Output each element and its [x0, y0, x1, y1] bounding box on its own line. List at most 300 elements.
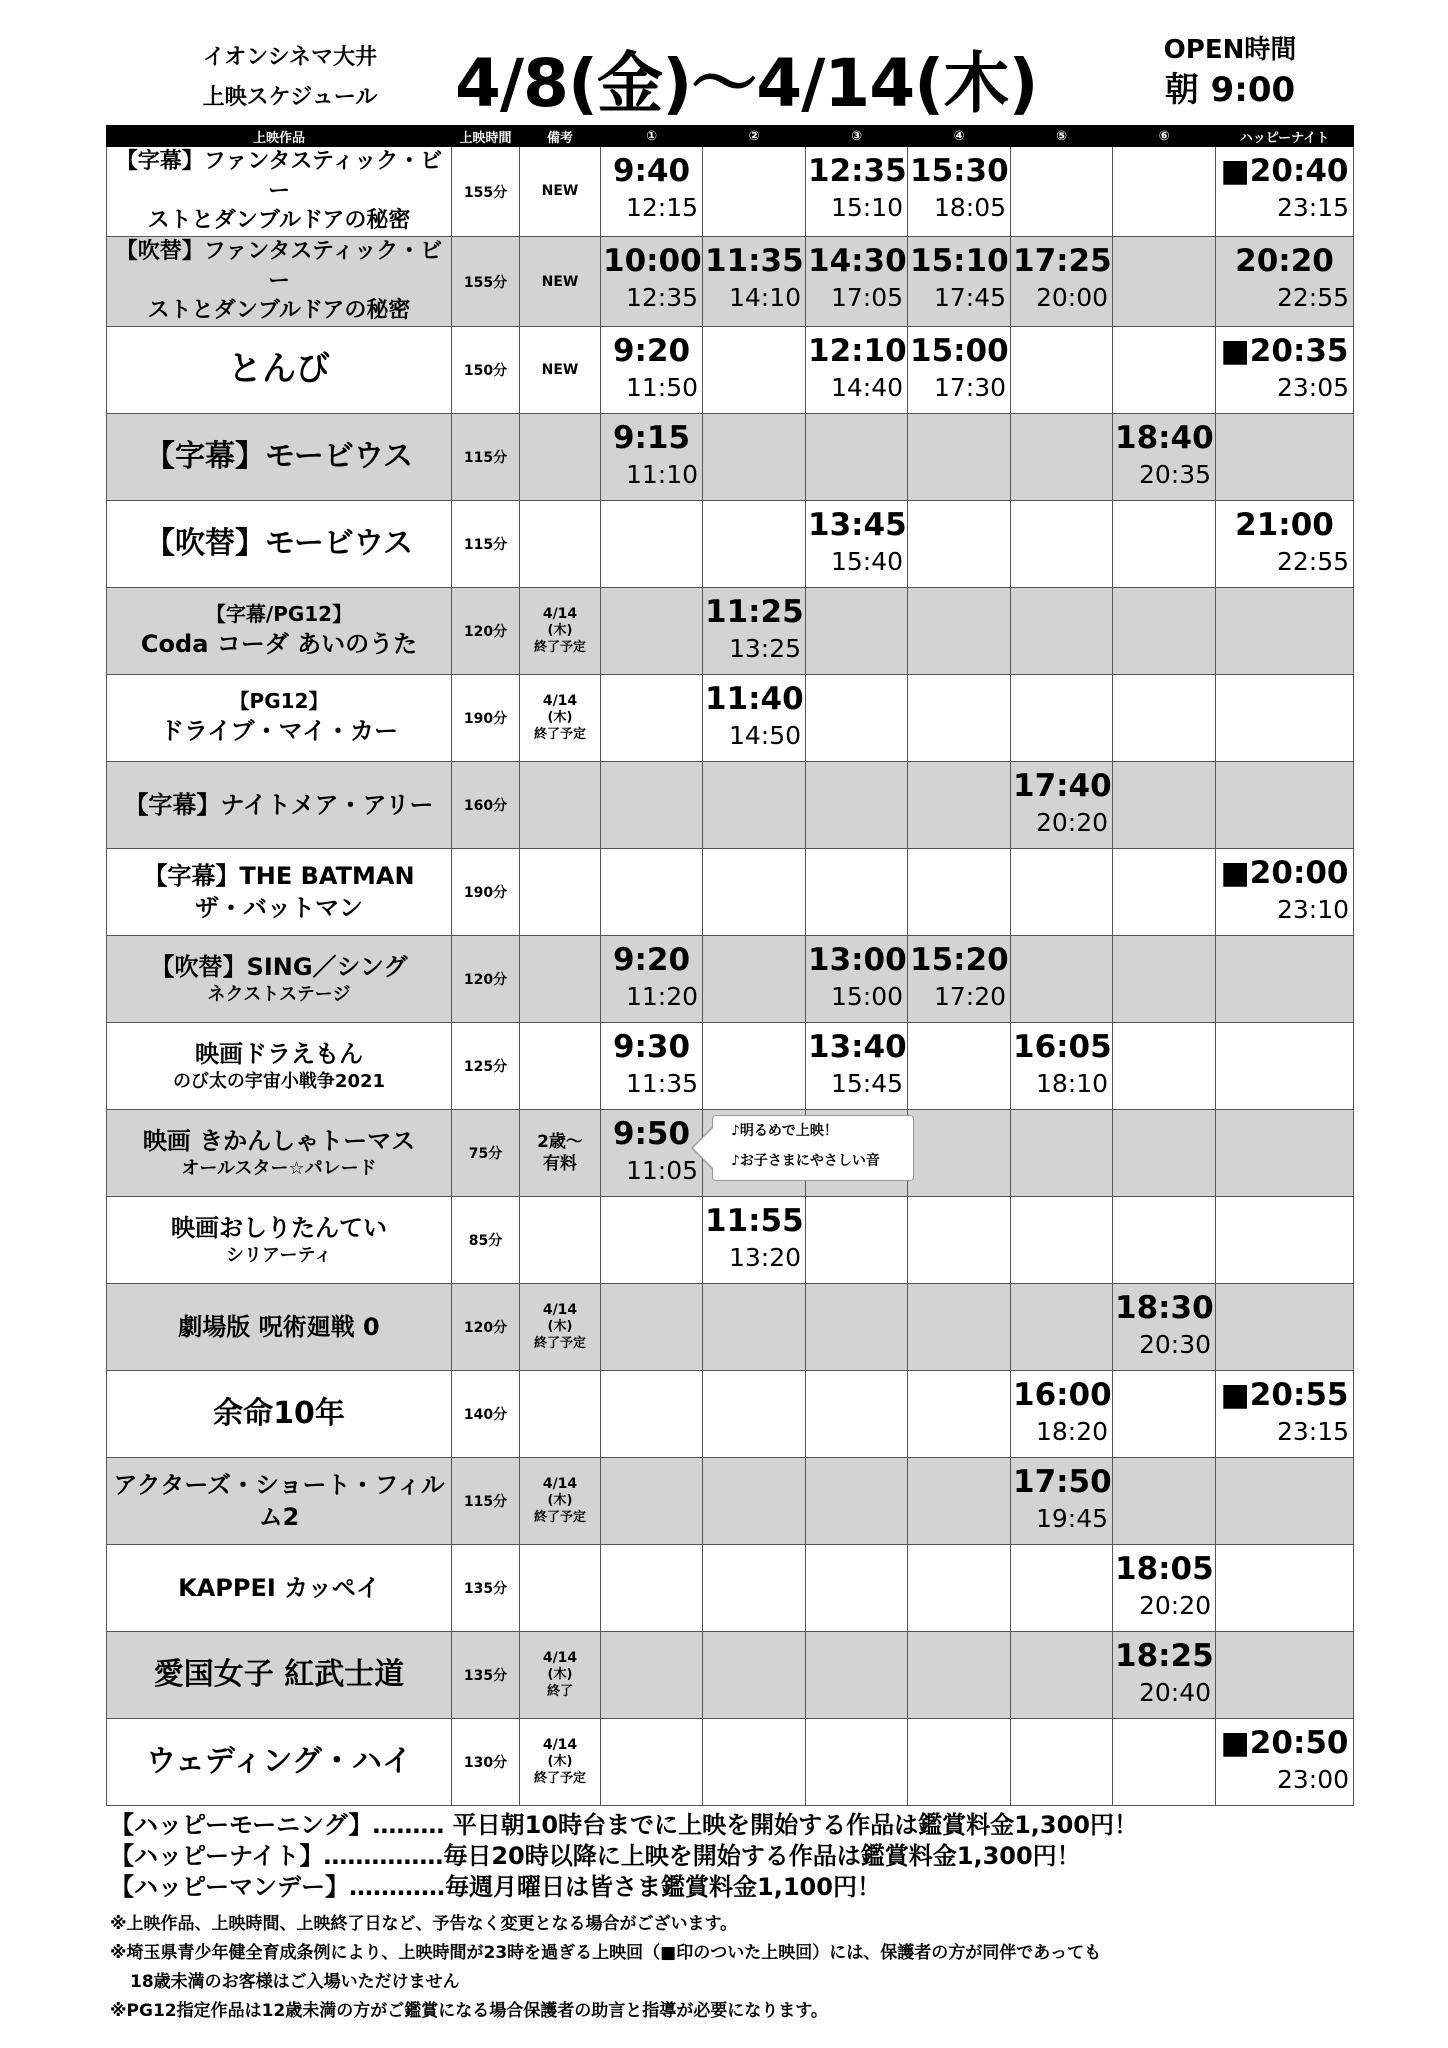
- note: [520, 147, 601, 237]
- showtime-cell: [601, 1023, 703, 1110]
- showtime-cell: [601, 936, 703, 1023]
- end-time: 13:20: [728, 1243, 801, 1273]
- showtime-cell: [601, 675, 703, 762]
- showtime-cell: [806, 414, 908, 501]
- showtime-cell: [1011, 1458, 1113, 1545]
- table-row: [107, 501, 1354, 588]
- note: [520, 849, 601, 936]
- end-time: 14:50: [728, 721, 801, 751]
- showtime-cell: [601, 762, 703, 849]
- start-time: 18:25: [1115, 1638, 1214, 1675]
- column-header: ハッピーナイト: [1216, 126, 1354, 147]
- note: [520, 1632, 601, 1719]
- runtime: 130分: [452, 1719, 520, 1806]
- showtime-cell: [908, 1197, 1011, 1284]
- movie-title-line: オールスター☆パレード: [181, 1158, 377, 1180]
- movie-title-line: 余命10年: [213, 1395, 345, 1431]
- start-time: 9:20: [612, 333, 691, 370]
- showtime-cell: [1113, 1719, 1216, 1806]
- showtime-cell: [806, 327, 908, 414]
- movie-title: [107, 1632, 452, 1719]
- showtime-cell: [1113, 1632, 1216, 1719]
- showtime-cell: [1011, 237, 1113, 327]
- movie-title: [107, 936, 452, 1023]
- movie-title: [107, 1545, 452, 1632]
- showtime-cell: [1113, 147, 1216, 237]
- showtime-cell: [1113, 849, 1216, 936]
- runtime: 155分: [452, 237, 520, 327]
- note: [520, 675, 601, 762]
- showtime-cell: [1011, 1371, 1113, 1458]
- runtime: 115分: [452, 501, 520, 588]
- start-time: ■20:40: [1220, 153, 1349, 189]
- showtime-cell: [908, 762, 1011, 849]
- showtime-cell: [601, 849, 703, 936]
- start-time: 9:20: [612, 942, 691, 979]
- showtime-cell: [806, 1023, 908, 1110]
- start-time: 13:45: [808, 507, 907, 544]
- discount-line: 【ハッピーモーニング】……… 平日朝10時台までに上映を開始する作品は鑑賞料金1,300円！: [110, 1811, 1138, 1839]
- runtime: 155分: [452, 147, 520, 237]
- showtime-cell: [806, 675, 908, 762]
- callout-line: ♪明るめで上映！: [731, 1123, 838, 1139]
- showtime-cell: [806, 1632, 908, 1719]
- end-time: 12:15: [625, 193, 698, 222]
- movie-title-line: 【字幕】THE BATMAN: [143, 861, 415, 890]
- showtime-cell: [1216, 237, 1354, 327]
- showtime-cell: [908, 849, 1011, 936]
- note-line: 4/14: [542, 693, 578, 710]
- showtime-cell: [908, 237, 1011, 327]
- schedule-table: [106, 125, 1354, 1806]
- movie-title-line: シリアーティ: [225, 1245, 333, 1267]
- end-time: 18:05: [933, 193, 1006, 222]
- movie-title: [107, 1110, 452, 1197]
- showtime-cell: [806, 936, 908, 1023]
- note-line: 4/14: [542, 606, 578, 623]
- showtime-cell: [1113, 588, 1216, 675]
- showtime-cell: [703, 1719, 806, 1806]
- showtime-cell: [601, 501, 703, 588]
- table-row: [107, 414, 1354, 501]
- showtime-cell: [908, 936, 1011, 1023]
- start-time: 17:25: [1013, 243, 1112, 280]
- end-time: 17:20: [933, 982, 1006, 1012]
- table-row: [107, 1023, 1354, 1110]
- open-label: OPEN時間: [1163, 35, 1297, 65]
- showtime-cell: [1113, 675, 1216, 762]
- showtime-cell: [908, 414, 1011, 501]
- end-time: 15:10: [830, 193, 903, 222]
- note-line: NEW: [541, 273, 579, 290]
- runtime: 125分: [452, 1023, 520, 1110]
- start-time: 15:20: [910, 942, 1009, 979]
- column-header: ①: [601, 126, 703, 147]
- movie-title-line: ザ・バットマン: [195, 894, 363, 923]
- showtime-cell: [703, 501, 806, 588]
- showtime-cell: [1216, 414, 1354, 501]
- movie-title-line: 【字幕】ナイトメア・アリー: [124, 790, 434, 819]
- showtime-cell: [703, 414, 806, 501]
- movie-title: [107, 414, 452, 501]
- start-time: 15:30: [910, 153, 1009, 189]
- end-time: 22:55: [1276, 547, 1349, 577]
- showtime-cell: [1216, 327, 1354, 414]
- table-row: [107, 1545, 1354, 1632]
- table-row: [107, 936, 1354, 1023]
- showtime-cell: [908, 147, 1011, 237]
- showtime-cell: [806, 1458, 908, 1545]
- movie-title-line: 【字幕/PG12】: [205, 602, 353, 627]
- runtime: 135分: [452, 1545, 520, 1632]
- showtime-cell: [908, 1458, 1011, 1545]
- showtime-cell: [1216, 1023, 1354, 1110]
- end-time: 11:10: [625, 460, 698, 490]
- note: [520, 588, 601, 675]
- column-header: 上映作品: [107, 126, 452, 147]
- discount-line: 【ハッピーナイト】……………毎日20時以降に上映を開始する作品は鑑賞料金1,300円！: [110, 1842, 1081, 1870]
- column-header: 上映時間: [452, 126, 520, 147]
- start-time: 14:30: [808, 243, 907, 280]
- start-time: 20:20: [1235, 243, 1334, 280]
- showtime-cell: [908, 588, 1011, 675]
- showtime-cell: [806, 1197, 908, 1284]
- end-time: 23:15: [1276, 1417, 1349, 1447]
- note-line: 4/14: [542, 1737, 578, 1754]
- showtime-cell: [703, 1197, 806, 1284]
- note-line: 終了予定: [533, 1771, 586, 1787]
- showtime-cell: [1216, 588, 1354, 675]
- end-time: 20:20: [1035, 808, 1108, 838]
- note-line: 終了: [546, 1684, 573, 1700]
- movie-title-line: ウェディング・ハイ: [146, 1743, 412, 1779]
- showtime-cell: [1011, 1197, 1113, 1284]
- start-time: 16:00: [1013, 1377, 1112, 1414]
- start-time: 9:50: [612, 1116, 691, 1153]
- showtime-cell: [1216, 1110, 1354, 1197]
- movie-title-line: 映画ドラえもん: [195, 1039, 363, 1068]
- showtime-cell: [806, 1545, 908, 1632]
- showtime-cell: [908, 1545, 1011, 1632]
- column-header: ⑤: [1011, 126, 1113, 147]
- start-time: 11:35: [705, 243, 804, 280]
- showtime-cell: [1011, 588, 1113, 675]
- showtime-cell: [1011, 1110, 1113, 1197]
- showtime-cell: [1011, 762, 1113, 849]
- showtime-cell: [1113, 237, 1216, 327]
- movie-title-line: とんび: [228, 349, 330, 390]
- note-line: 4/14: [542, 1302, 578, 1319]
- movie-title: [107, 1371, 452, 1458]
- showtime-cell: [601, 1371, 703, 1458]
- showtime-cell: [806, 501, 908, 588]
- start-time: 15:00: [910, 333, 1009, 370]
- runtime: 120分: [452, 1284, 520, 1371]
- showtime-cell: [601, 588, 703, 675]
- table-row: [107, 1197, 1354, 1284]
- movie-title-line: 【吹替】モービウス: [145, 525, 413, 561]
- sound-info-callout: [712, 1115, 914, 1181]
- start-time: ■20:00: [1220, 855, 1349, 892]
- note-line: 終了予定: [533, 1336, 586, 1352]
- showtime-cell: [806, 1284, 908, 1371]
- showtime-cell: [1011, 1545, 1113, 1632]
- showtime-cell: [806, 762, 908, 849]
- end-time: 18:20: [1035, 1417, 1108, 1447]
- table-row: [107, 675, 1354, 762]
- showtime-cell: [1216, 675, 1354, 762]
- end-time: 23:15: [1276, 193, 1349, 222]
- runtime: 190分: [452, 849, 520, 936]
- movie-title-line: アクターズ・ショート・フィルム2: [113, 1470, 445, 1532]
- end-time: 17:05: [830, 283, 903, 313]
- showtime-cell: [703, 1632, 806, 1719]
- movie-title-line: 【字幕】モービウス: [145, 438, 413, 474]
- runtime: 85分: [452, 1197, 520, 1284]
- runtime: 150分: [452, 327, 520, 414]
- notice-line: ※上映作品、上映時間、上映終了日など、予告なく変更となる場合がございます。: [110, 1914, 738, 1934]
- showtime-cell: [1216, 1197, 1354, 1284]
- showtime-cell: [1216, 762, 1354, 849]
- movie-title-line: のび太の宇宙小戦争2021: [172, 1071, 386, 1093]
- showtime-cell: [908, 1632, 1011, 1719]
- showtime-cell: [1113, 1371, 1216, 1458]
- end-time: 17:30: [933, 373, 1006, 403]
- end-time: 11:50: [625, 373, 698, 403]
- end-time: 18:10: [1035, 1069, 1108, 1099]
- showtime-cell: [806, 1371, 908, 1458]
- notices: [110, 1910, 1101, 2026]
- runtime: 75分: [452, 1110, 520, 1197]
- column-header: ⑥: [1113, 126, 1216, 147]
- showtime-cell: [703, 849, 806, 936]
- start-time: 11:25: [705, 594, 804, 631]
- showtime-cell: [1216, 936, 1354, 1023]
- table-row: [107, 237, 1354, 327]
- end-time: 23:05: [1276, 373, 1349, 403]
- movie-title-line: ストとダンブルドアの秘密: [147, 208, 411, 234]
- note-line: (木): [547, 1667, 573, 1683]
- showtime-cell: [908, 501, 1011, 588]
- runtime: 135分: [452, 1632, 520, 1719]
- showtime-cell: [601, 1197, 703, 1284]
- showtime-cell: [908, 327, 1011, 414]
- movie-title-line: Coda コーダ あいのうた: [140, 630, 418, 659]
- movie-title: [107, 762, 452, 849]
- showtime-cell: [1216, 1284, 1354, 1371]
- movie-title: [107, 1023, 452, 1110]
- showtime-cell: [601, 327, 703, 414]
- movie-title-line: KAPPEI カッペイ: [178, 1573, 380, 1602]
- end-time: 20:30: [1138, 1330, 1211, 1360]
- column-header: ②: [703, 126, 806, 147]
- runtime: 190分: [452, 675, 520, 762]
- showtime-cell: [703, 1371, 806, 1458]
- movie-title-line: ストとダンブルドアの秘密: [147, 298, 411, 324]
- showtime-cell: [1216, 147, 1354, 237]
- start-time: 13:40: [808, 1029, 907, 1066]
- end-time: 17:45: [933, 283, 1006, 313]
- movie-title: [107, 1284, 452, 1371]
- notice-line: 18歳未満のお客様はご入場いただけません: [130, 1972, 460, 1992]
- movie-title: [107, 1458, 452, 1545]
- showtime-cell: [601, 147, 703, 237]
- movie-title: [107, 588, 452, 675]
- start-time: 21:00: [1235, 507, 1334, 544]
- movie-title-line: 愛国女子 紅武士道: [153, 1656, 405, 1692]
- end-time: 20:40: [1138, 1678, 1211, 1708]
- end-time: 14:10: [728, 283, 801, 313]
- table-row: [107, 588, 1354, 675]
- column-header: ④: [908, 126, 1011, 147]
- movie-title: [107, 675, 452, 762]
- start-time: 9:15: [612, 420, 691, 457]
- movie-title-line: 【吹替】SING／シング: [150, 952, 408, 981]
- schedule-subtitle: 上映スケジュール: [202, 85, 378, 110]
- runtime: 140分: [452, 1371, 520, 1458]
- table-row: [107, 849, 1354, 936]
- end-time: 15:40: [830, 547, 903, 577]
- showtime-cell: [703, 675, 806, 762]
- table-header-row: [107, 126, 1354, 147]
- movie-title-line: 劇場版 呪術廻戦 0: [178, 1312, 380, 1341]
- start-time: ■20:50: [1220, 1725, 1349, 1762]
- end-time: 20:00: [1035, 283, 1108, 313]
- note: [520, 501, 601, 588]
- movie-title-line: 【PG12】: [229, 689, 329, 714]
- showtime-cell: [703, 1545, 806, 1632]
- showtime-cell: [601, 237, 703, 327]
- showtime-cell: [1113, 936, 1216, 1023]
- note: [520, 936, 601, 1023]
- end-time: 11:05: [625, 1156, 698, 1186]
- showtime-cell: [1011, 1719, 1113, 1806]
- note: [520, 1110, 601, 1197]
- showtime-cell: [1011, 1632, 1113, 1719]
- note: [520, 414, 601, 501]
- start-time: 11:40: [705, 681, 804, 718]
- showtime-cell: [703, 1023, 806, 1110]
- runtime: 160分: [452, 762, 520, 849]
- callout-line: ♪お子さまにやさしい音: [731, 1153, 880, 1169]
- movie-title-line: 【字幕】ファンタスティック・ビー: [115, 149, 443, 204]
- showtime-cell: [806, 147, 908, 237]
- table-row: [107, 1371, 1354, 1458]
- table-row: [107, 1284, 1354, 1371]
- showtime-cell: [1011, 675, 1113, 762]
- runtime: 120分: [452, 936, 520, 1023]
- movie-title-line: ネクストステージ: [207, 984, 351, 1006]
- showtime-cell: [703, 147, 806, 237]
- showtime-cell: [908, 1284, 1011, 1371]
- start-time: 11:55: [705, 1203, 804, 1240]
- note: [520, 1284, 601, 1371]
- movie-title: [107, 1719, 452, 1806]
- end-time: 20:20: [1138, 1591, 1211, 1621]
- runtime: 120分: [452, 588, 520, 675]
- note-line: (木): [547, 710, 573, 726]
- runtime: 115分: [452, 414, 520, 501]
- note: [520, 1371, 601, 1458]
- showtime-cell: [1011, 849, 1113, 936]
- start-time: 15:10: [910, 243, 1009, 280]
- showtime-cell: [1113, 1023, 1216, 1110]
- end-time: 11:20: [625, 982, 698, 1012]
- date-range: 4/8(金)～4/14(木): [455, 45, 1038, 122]
- start-time: 10:00: [603, 243, 702, 280]
- start-time: ■20:55: [1220, 1377, 1349, 1414]
- showtime-cell: [1113, 414, 1216, 501]
- column-header: 備考: [520, 126, 601, 147]
- open-time-block: [1145, 30, 1315, 110]
- movie-title-line: 映画おしりたんてい: [171, 1213, 387, 1242]
- start-time: 17:40: [1013, 768, 1112, 805]
- note: [520, 1719, 601, 1806]
- showtime-cell: [703, 327, 806, 414]
- end-time: 23:00: [1276, 1765, 1349, 1795]
- movie-title: [107, 237, 452, 327]
- note-line: 4/14: [542, 1476, 578, 1493]
- note-line: NEW: [541, 183, 579, 200]
- showtime-cell: [1216, 501, 1354, 588]
- showtime-cell: [1113, 1110, 1216, 1197]
- showtime-cell: [1216, 1719, 1354, 1806]
- column-header: ③: [806, 126, 908, 147]
- showtime-cell: [703, 762, 806, 849]
- start-time: 12:10: [808, 333, 907, 370]
- note: [520, 1545, 601, 1632]
- showtime-cell: [601, 1110, 703, 1197]
- showtime-cell: [908, 1371, 1011, 1458]
- showtime-cell: [1113, 1458, 1216, 1545]
- movie-title: [107, 1197, 452, 1284]
- showtime-cell: [1011, 1284, 1113, 1371]
- table-row: [107, 327, 1354, 414]
- note: [520, 237, 601, 327]
- end-time: 11:35: [625, 1069, 698, 1099]
- movie-title: [107, 501, 452, 588]
- showtime-cell: [1011, 1023, 1113, 1110]
- showtime-cell: [1011, 147, 1113, 237]
- showtime-cell: [703, 936, 806, 1023]
- movie-title: [107, 327, 452, 414]
- cinema-header: [170, 38, 410, 118]
- showtime-cell: [601, 1632, 703, 1719]
- note-line: 有料: [543, 1154, 577, 1175]
- showtime-cell: [1216, 1458, 1354, 1545]
- note: [520, 1023, 601, 1110]
- start-time: 18:05: [1115, 1551, 1214, 1588]
- start-time: 13:00: [808, 942, 907, 979]
- movie-title: [107, 147, 452, 237]
- note-line: 終了予定: [533, 727, 586, 743]
- note-line: (木): [547, 1493, 573, 1509]
- showtime-cell: [1011, 936, 1113, 1023]
- showtime-cell: [1113, 1284, 1216, 1371]
- showtime-cell: [1216, 1632, 1354, 1719]
- note-line: NEW: [541, 362, 579, 379]
- start-time: 16:05: [1013, 1029, 1112, 1066]
- note-line: (木): [547, 1319, 573, 1335]
- start-time: 9:30: [612, 1029, 691, 1066]
- note-line: (木): [547, 623, 573, 639]
- end-time: 12:35: [625, 283, 698, 313]
- showtime-cell: [601, 1284, 703, 1371]
- discount-info: [110, 1810, 1138, 1903]
- note: [520, 1458, 601, 1545]
- showtime-cell: [1113, 501, 1216, 588]
- showtime-cell: [703, 1284, 806, 1371]
